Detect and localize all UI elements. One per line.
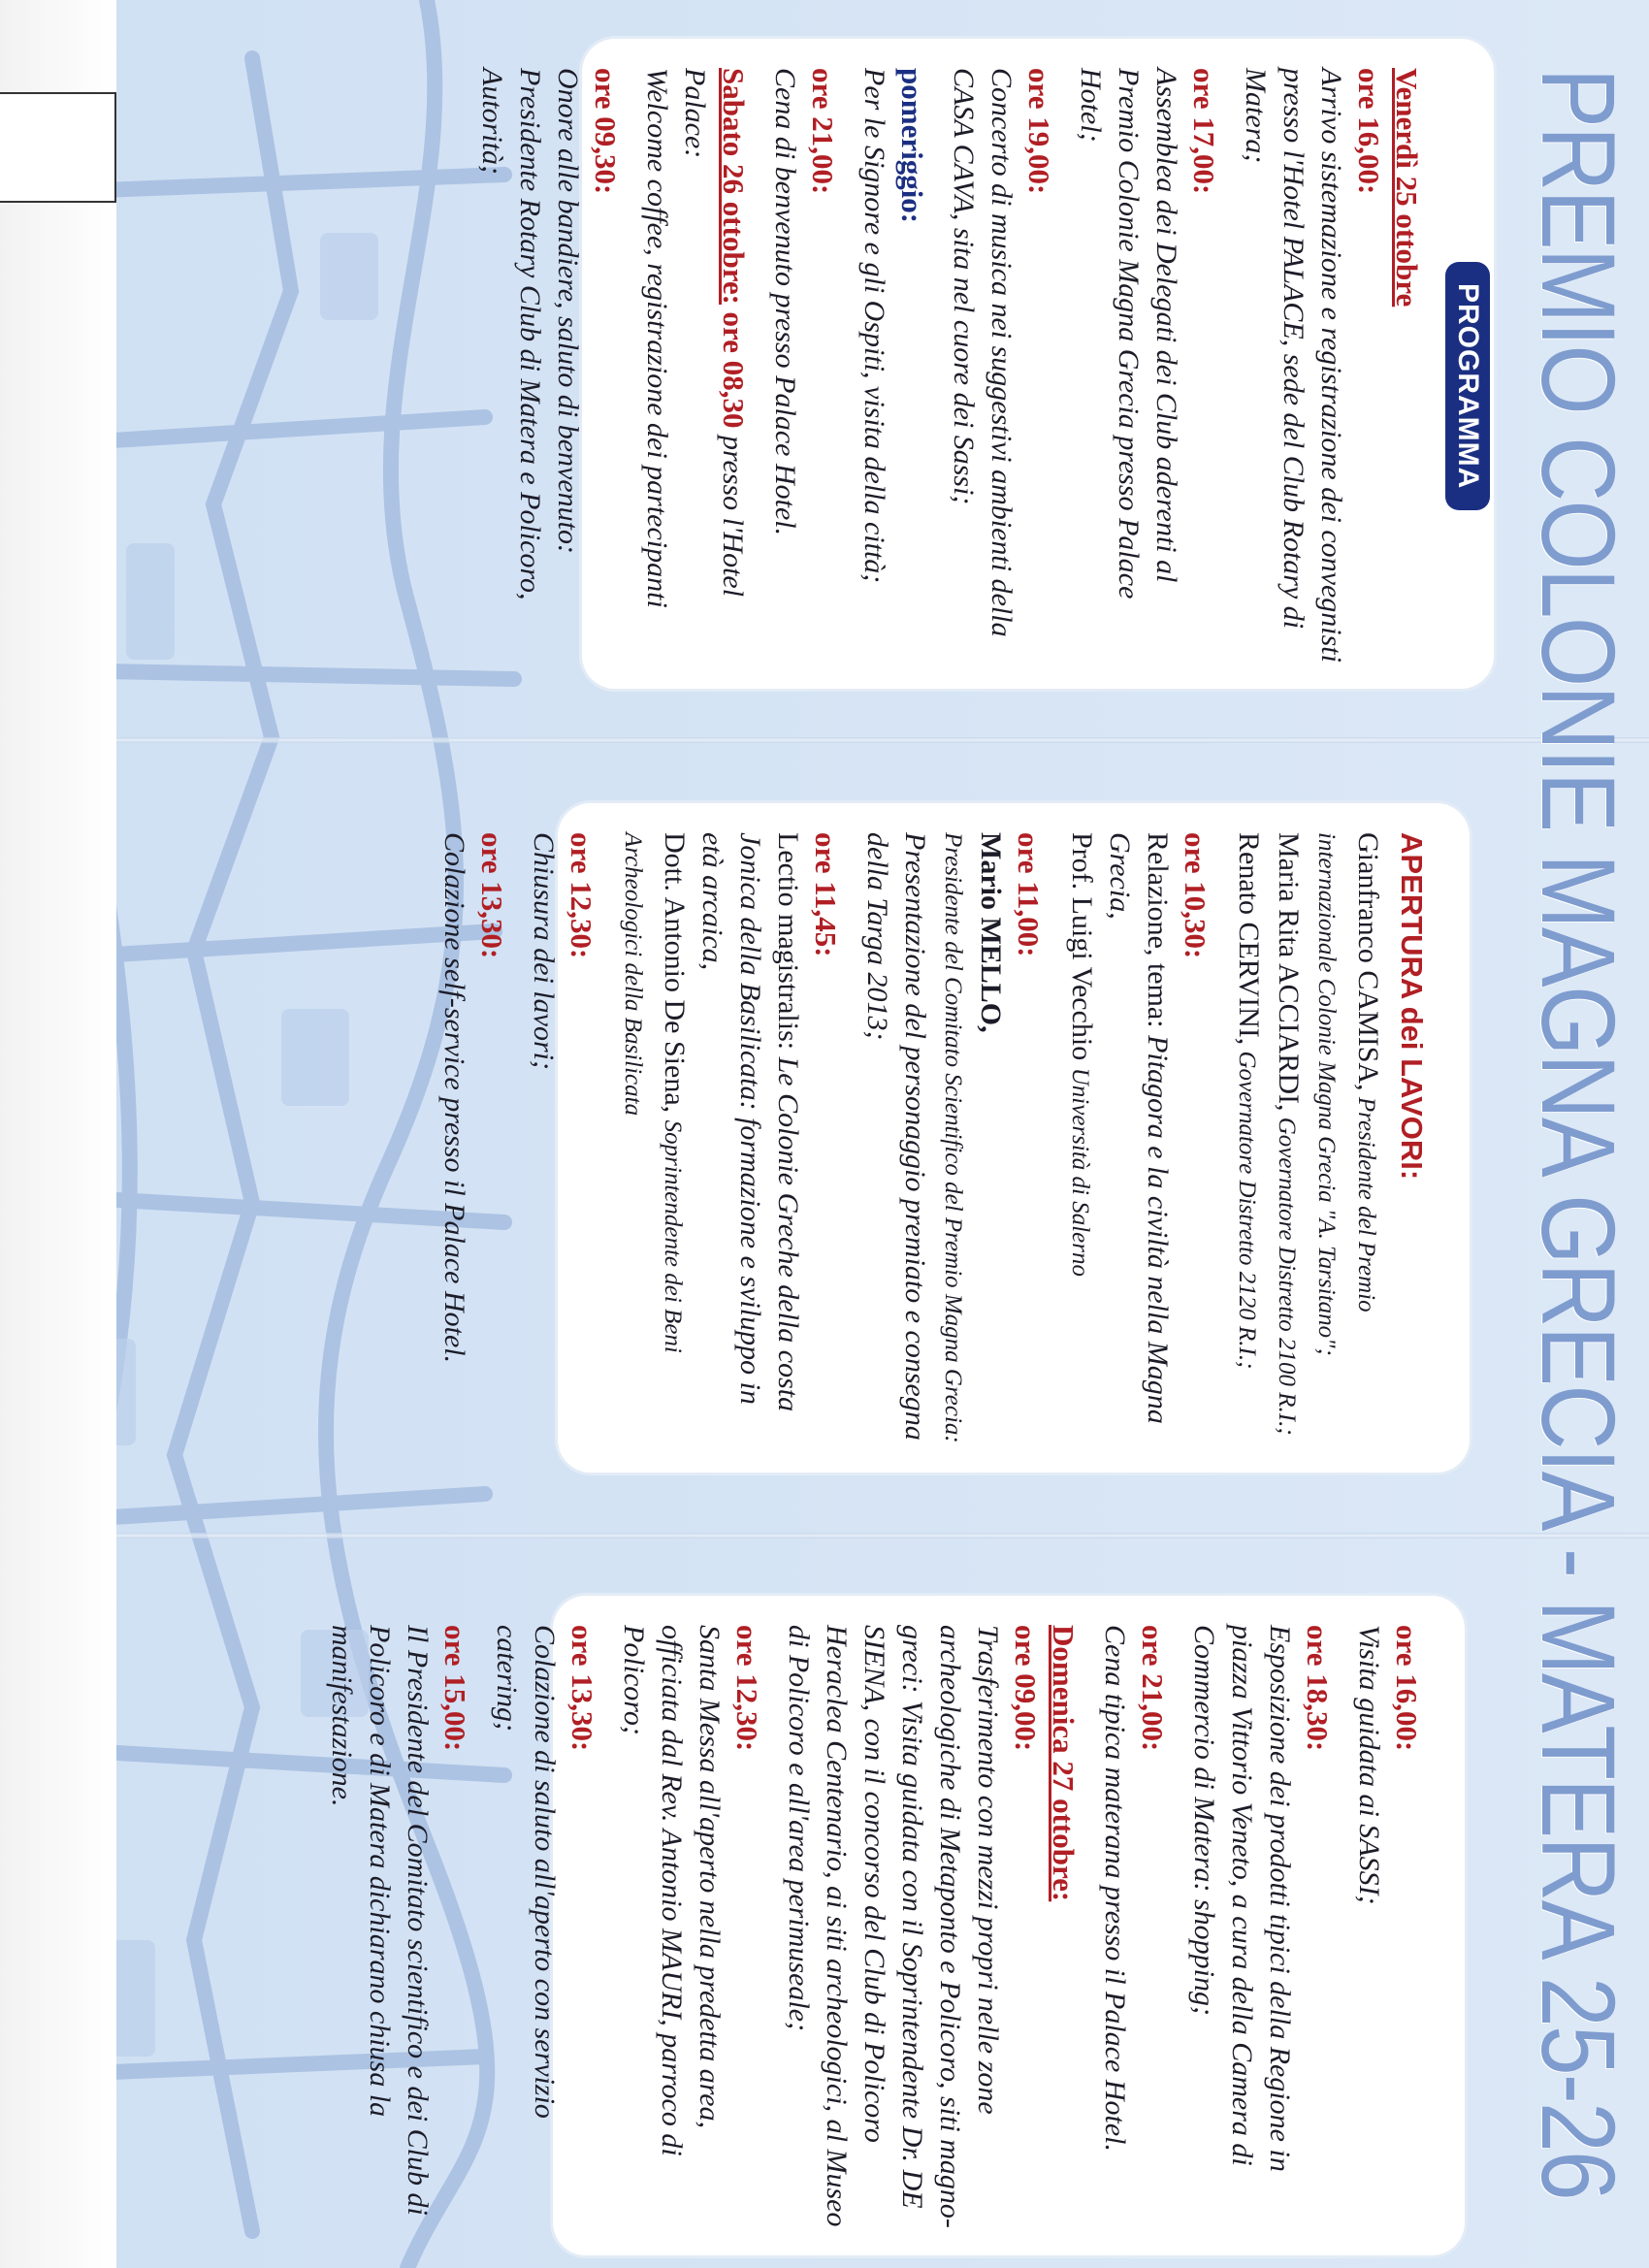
- speaker-role: Presidente del Premio internazionale Colonie Magna Grecia "A. Tarsitano";: [1313, 832, 1379, 1356]
- speaker-name: Dott. Antonio De Siena,: [659, 832, 691, 1120]
- time-label: ore 21,00:: [806, 68, 840, 195]
- event-text: Colazione self-service presso il Palace Hotel.: [438, 832, 470, 1364]
- event-text: Cena tipica materana presso il Palace Hotel.: [1099, 1625, 1131, 2152]
- programme-panel-friday-saturday: [476, 39, 1494, 689]
- event-text: Presentazione del personaggio premiato e consegna della Targa 2013;: [861, 832, 931, 1441]
- event-text: Visita guidata ai SASSI;: [1353, 1625, 1385, 1905]
- event-text: Per le Signore e gli Ospiti, visita della città;: [858, 68, 890, 584]
- time-label: ore 09,30:: [589, 68, 623, 195]
- time-label: ore 12,30:: [730, 1625, 764, 1752]
- event-text: Le Colonie Greche della costa Jonica della Basilicata: formazione e sviluppo in età arcaica,: [696, 832, 804, 1412]
- speaker-name: Mario MELLO,: [975, 832, 1007, 1033]
- fold-line: [0, 737, 1649, 743]
- time-label: ore 08,30: [717, 311, 751, 429]
- programme-panel-works: [438, 803, 1470, 1473]
- event-text: Trasferimento con mezzi propri nelle zone archeologiche di Metaponto e Policoro, siti magno-greci: Visita guidata con il Soprintendente Dr. DE SIENA, con il concorso del Club di Policoro Heraclea Centenario, ai siti archeologici, al Museo di Policoro e all'area perimuseale;: [783, 1625, 1004, 2228]
- time-label: ore 13,30:: [566, 1625, 599, 1752]
- time-label: ore 19,00:: [1022, 68, 1056, 195]
- scanner-edge-box: [0, 92, 116, 203]
- time-label: ore 16,00:: [1352, 68, 1386, 195]
- event-text: Cena di benvenuto presso Palace Hotel.: [769, 68, 801, 536]
- time-label: ore 09,00:: [1009, 1625, 1043, 1752]
- event-text: Concerto di musica nei suggestivi ambienti della CASA CAVA, sita nel cuore dei Sassi;: [948, 68, 1018, 637]
- time-label: ore 10,30:: [1179, 832, 1212, 959]
- panel-text: [436, 832, 1431, 1447]
- event-text: Arrivo sistemazione e registrazione dei convegnisti presso l'Hotel PALACE, sede del Club Rotary di Matera;: [1240, 68, 1347, 663]
- time-label: ore 17,00:: [1187, 68, 1221, 195]
- speaker-role: Soprintendente dei Beni Archeologici della Basilicata: [620, 832, 686, 1353]
- section-heading: APERTURA dei LAVORI:: [1395, 832, 1429, 1181]
- panel-text: [473, 68, 1426, 664]
- event-text: Santa Messa all'aperto nella predetta area, officiata dal Rev. Antonio MAURI, parroco di Policoro;: [618, 1625, 726, 2156]
- time-label: ore 11,45:: [809, 832, 843, 957]
- day-heading: Domenica 27 ottobre:: [1047, 1625, 1081, 1902]
- speaker-role: Università di Salerno: [1067, 1067, 1093, 1278]
- time-label: ore 11,00:: [1012, 832, 1046, 957]
- fold-line: [0, 1533, 1649, 1539]
- time-label: ore 12,30:: [565, 832, 598, 959]
- event-text: Relazione, tema:: [1142, 832, 1174, 1036]
- speaker-name: Renato CERVINI,: [1233, 832, 1265, 1046]
- speaker-role: Governatore Distretto 2100 R.I.;: [1274, 1111, 1300, 1436]
- time-label: ore 13,30:: [475, 832, 509, 959]
- time-label: ore 15,00:: [438, 1625, 472, 1752]
- programme-badge: PROGRAMMA: [1445, 262, 1490, 510]
- event-text: Assemblea dei Delegati dei Club aderenti al Premio Colonie Magna Grecia presso Palace Hotel;: [1075, 68, 1182, 599]
- speaker-name: Prof. Luigi Vecchio: [1066, 832, 1098, 1068]
- event-text: Pitagora e la civiltà nella Magna Grecia,: [1104, 832, 1174, 1424]
- event-text: Colazione di saluto all'aperto con servizio catering;: [491, 1625, 561, 2119]
- event-text: Onore alle bandiere, saluto di benvenuto: Presidente Rotary Club di Matera e Policoro, Autorità;: [476, 68, 584, 600]
- speaker-role: Governatore Distretto 2120 R.I.;: [1234, 1045, 1260, 1370]
- day-heading: Sabato 26 ottobre:: [717, 68, 751, 305]
- event-text: Esposizione dei prodotti tipici della Regione in piazza Vittorio Veneto, a cura della Camera di Commercio di Matera: shopping;: [1188, 1625, 1296, 2172]
- event-text: Il Presidente del Comitato scientifico e dei Club di Policoro e di Matera dichiarano chiusa la manifestazione.: [326, 1625, 434, 2216]
- time-label: ore 18,30:: [1301, 1625, 1335, 1752]
- scanner-margin: [0, 0, 116, 2268]
- time-label: ore 16,00:: [1390, 1625, 1424, 1752]
- brochure-title: PREMIO COLONIE MAGNA GRECIA - MATERA 25-26: [1520, 68, 1637, 2199]
- event-text: Lectio magistralis:: [772, 832, 804, 1057]
- event-text: Welcome coffee, registrazione dei partecipanti: [641, 68, 673, 608]
- speaker-role: Presidente del Comitato Scientifico del Premio Magna Grecia:: [940, 832, 966, 1443]
- time-label: pomeriggio:: [895, 68, 929, 224]
- speaker-name: Gianfranco CAMISA,: [1352, 832, 1384, 1091]
- event-text: presso l'Hotel Palace:: [679, 68, 749, 598]
- time-label: ore 21,00:: [1136, 1625, 1170, 1752]
- day-heading: Venerdì 25 ottobre: [1390, 68, 1424, 308]
- programme-panel-saturday-sunday: [326, 1596, 1465, 2255]
- panel-text: [323, 1625, 1426, 2230]
- speaker-name: Maria Rita ACCIARDI,: [1273, 832, 1305, 1112]
- event-text: Chiusura dei lavori;: [528, 832, 560, 1070]
